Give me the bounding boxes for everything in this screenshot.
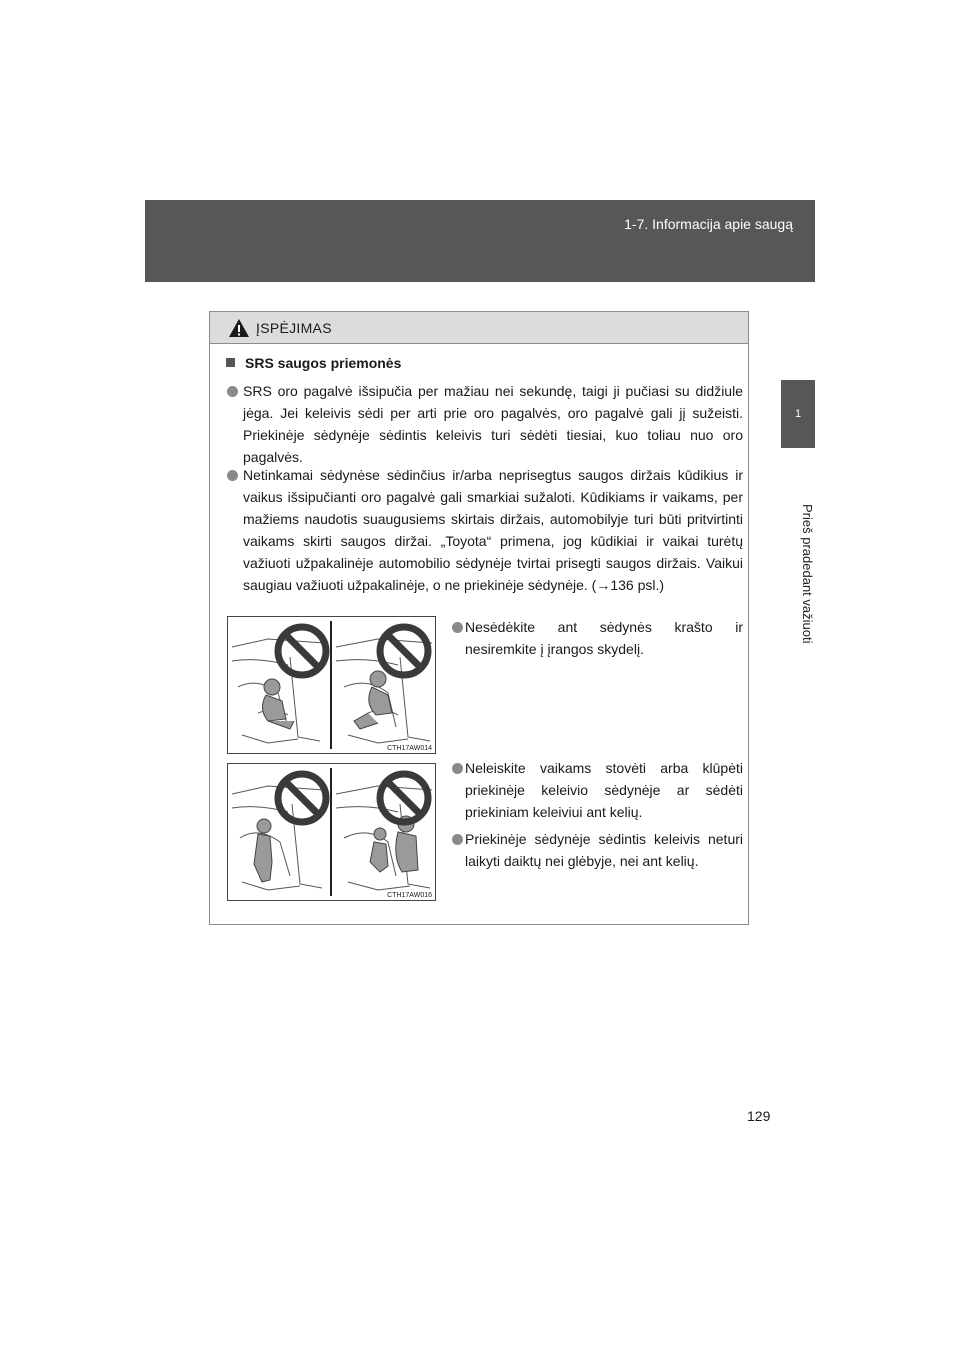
section-heading: 1-7. Informacija apie saugą [624,216,793,232]
warning-heading: ĮSPĖJIMAS [256,319,332,336]
bullet-icon [227,470,238,481]
header-band [145,200,815,282]
prohibition-icon-1 [278,627,326,675]
bullet-icon [452,763,463,774]
paragraph-no-objects: Priekinėje sėdynėje sėdintis keleivis neturi laikyti daiktų nei glėbyje, nei ant kelių. [465,831,743,869]
child-standing-illustration [228,764,435,900]
illustration-leaning-passenger [227,616,436,754]
prohibition-icon-3 [278,774,326,822]
section-title-text: SRS saugos priemonės [245,355,402,371]
bullet-icon [452,622,463,633]
section-title [226,355,401,371]
warning-triangle-icon [228,318,250,338]
paragraph-airbag-force: SRS oro pagalvė išsipučia per mažiau nei sekundę, taigi ji pučiasi su didžiule jėga. Jei keleivis sėdi per arti prie oro pagalvės, oro pagalvė gali jį sužeisti. Priekinėje sėdynėje sėdintis keleivis turi sėdėti tiesiai, kuo toliau nuo oro pagalvės. [243,383,743,465]
bullet-icon [227,386,238,397]
bullet-icon [452,834,463,845]
paragraph-children-standing: Neleiskite vaikams stovėti arba klūpėti priekinėje keleivio sėdynėje ar sėdėti priekiniam keleiviui ant kelių. [465,760,743,820]
prohibition-icon-4 [380,774,428,822]
illustration-children-standing [227,763,436,901]
paragraph-no-leaning: Nesėdėkite ant sėdynės krašto ir nesiremkite į įrangos skydelį. [465,619,743,657]
passenger-leaning-illustration [228,617,435,753]
warning-header [210,312,748,344]
chapter-number: 1 [794,408,802,420]
square-bullet-icon [226,358,235,367]
prohibition-icon-2 [380,627,428,675]
illustration-code: CTH17AW016 [387,892,432,899]
illustration-code: CTH17AW014 [387,745,432,752]
warning-box [209,311,749,925]
chapter-title: Prieš pradedant važiuoti [800,504,815,644]
paragraph-children-safety: Netinkamai sėdynėse sėdinčius ir/arba neprisegtus saugos diržais kūdikius ir vaikus išsipučianti oro pagalvė gali smarkiai sužaloti. Kūdikiams ir vaikams, per mažiems naudotis suaugusiems skirtais diržais, automobilyje turi būti pritvirtinti vaikams skirti saugos diržai. „Toyota“ primena, jog kūdikiai ir vaikai turėtų važiuoti užpakalinėje automobilio sėdynėje tvirtai prisegti saugos diržais. Vaikui saugiau važiuoti užpakalinėje, o ne priekinėje sėdynėje. (→136 psl.) [243,467,743,593]
page-number: 129 [747,1108,771,1124]
chapter-tab [781,380,815,448]
